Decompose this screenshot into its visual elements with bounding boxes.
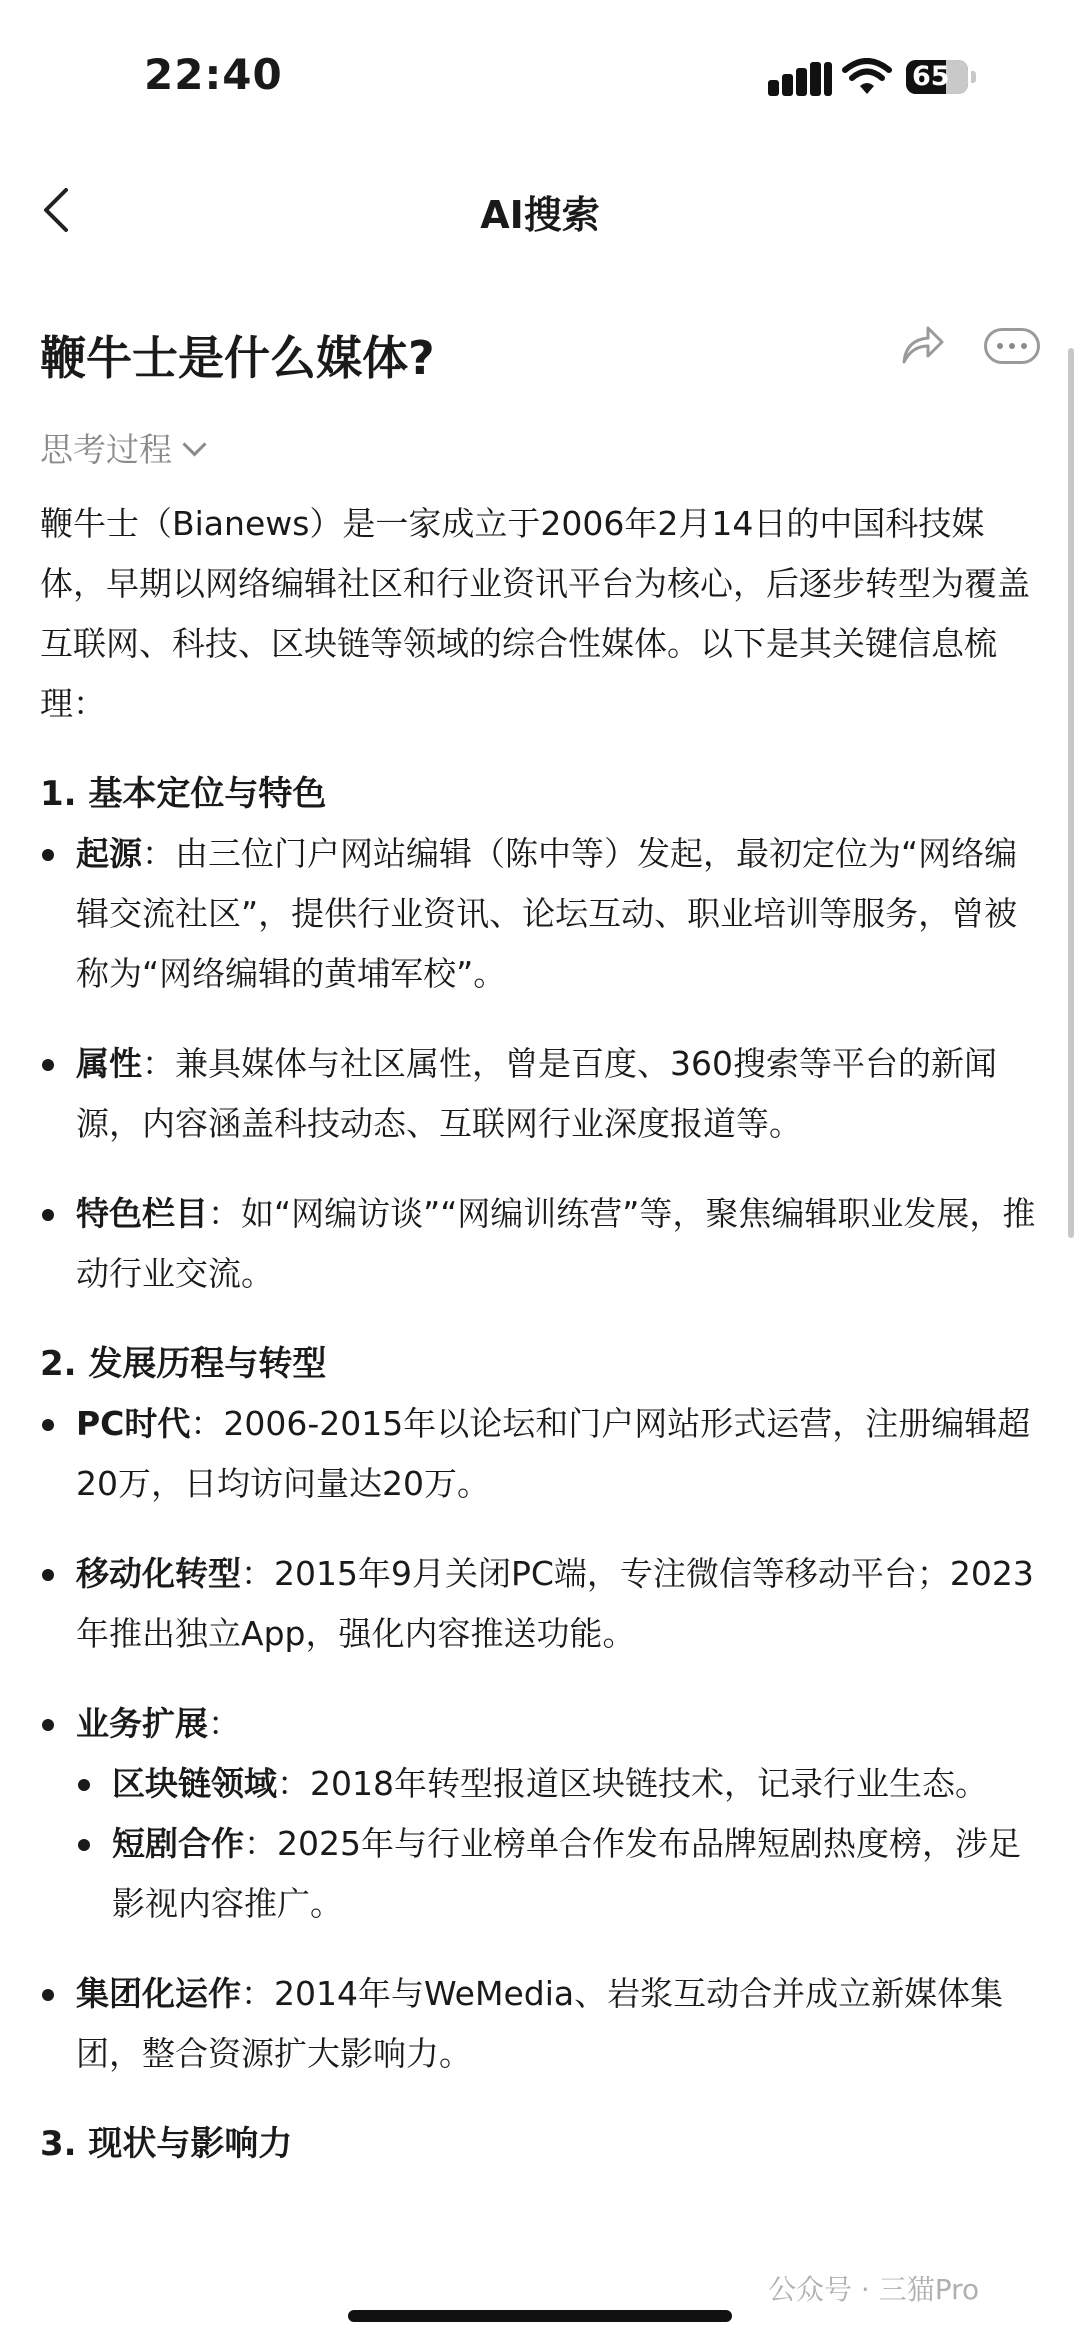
share-icon[interactable] (898, 320, 946, 368)
watermark: 公众号 · 三猫Pro (768, 2273, 980, 2306)
section-history (40, 1334, 1050, 2084)
bullet-term: 集团化运作 (76, 1974, 241, 2013)
bullet-term: PC时代 (76, 1404, 191, 1443)
bullet-text: ：如“网编访谈”“网编训练营”等，聚焦编辑职业发展，推动行业交流。 (76, 1194, 1036, 1293)
bullet-term: 属性 (76, 1044, 142, 1083)
battery-level: 65 (912, 61, 950, 92)
wifi-icon (842, 58, 892, 96)
list-item (40, 1964, 1050, 2084)
sub-list (76, 1754, 1050, 1934)
cellular-signal-icon (768, 62, 834, 96)
status-time: 22:40 (144, 50, 283, 99)
status-bar (0, 0, 1080, 150)
nav-bar (0, 160, 1080, 260)
home-indicator[interactable] (348, 2310, 732, 2322)
bullet-term: 区块链领域 (112, 1764, 277, 1803)
bullet-text: ：由三位门户网站编辑（陈中等）发起，最初定位为“网络编辑交流社区”，提供行业资讯、论坛互动、职业培训等服务，曾被称为“网络编辑的黄埔军校”。 (76, 834, 1018, 993)
thinking-process-label: 思考过程 (40, 430, 172, 469)
question-title: 鞭牛士是什么媒体? (40, 331, 435, 385)
answer-content (40, 494, 1050, 2174)
sub-list-item (76, 1754, 1050, 1814)
list-item (40, 1694, 1050, 1934)
page-title: AI搜索 (480, 193, 600, 237)
section-heading: 2. 发展历程与转型 (40, 1344, 327, 1384)
bullet-term: 起源 (76, 834, 142, 873)
list-item (40, 1184, 1050, 1304)
battery-icon (906, 60, 968, 94)
section-heading: 3. 现状与影响力 (40, 2124, 293, 2164)
section-status (40, 2114, 1050, 2174)
bullet-text: ：2018年转型报道区块链技术，记录行业生态。 (277, 1764, 988, 1803)
list-item (40, 1034, 1050, 1154)
bullet-term: 业务扩展 (76, 1704, 208, 1743)
bullet-text: ：2014年与WeMedia、岩浆互动合并成立新媒体集团，整合资源扩大影响力。 (76, 1974, 1004, 2073)
answer-intro: 鞭牛士（Bianews）是一家成立于2006年2月14日的中国科技媒体，早期以网络编辑社区和行业资讯平台为核心，后逐步转型为覆盖互联网、科技、区块链等领域的综合性媒体。以下是其关键信息梳理： (40, 504, 1030, 723)
section-heading: 1. 基本定位与特色 (40, 774, 327, 814)
section-basic (40, 764, 1050, 1304)
bullet-term: 特色栏目 (76, 1194, 208, 1233)
battery-cap (971, 71, 976, 83)
chevron-down-icon (182, 432, 206, 456)
list-item (40, 1394, 1050, 1514)
bullet-term: 移动化转型 (76, 1554, 241, 1593)
more-options-icon[interactable] (984, 328, 1040, 364)
sub-list-item (76, 1814, 1050, 1934)
list-item (40, 824, 1050, 1004)
bullet-text: ：2015年9月关闭PC端，专注微信等移动平台；2023年推出独立App，强化内容推送功能。 (76, 1554, 1034, 1653)
bullet-text: ：2025年与行业榜单合作发布品牌短剧热度榜，涉足影视内容推广。 (112, 1824, 1021, 1923)
bullet-term: 短剧合作 (112, 1824, 244, 1863)
bullet-text: ： (208, 1704, 241, 1743)
bullet-text: ：兼具媒体与社区属性，曾是百度、360搜索等平台的新闻源，内容涵盖科技动态、互联网行业深度报道等。 (76, 1044, 997, 1143)
bullet-text: ：2006-2015年以论坛和门户网站形式运营，注册编辑超20万，日均访问量达20万。 (76, 1404, 1031, 1503)
thinking-process-toggle[interactable] (40, 424, 203, 471)
scrollbar[interactable] (1068, 348, 1074, 1238)
list-item (40, 1544, 1050, 1664)
